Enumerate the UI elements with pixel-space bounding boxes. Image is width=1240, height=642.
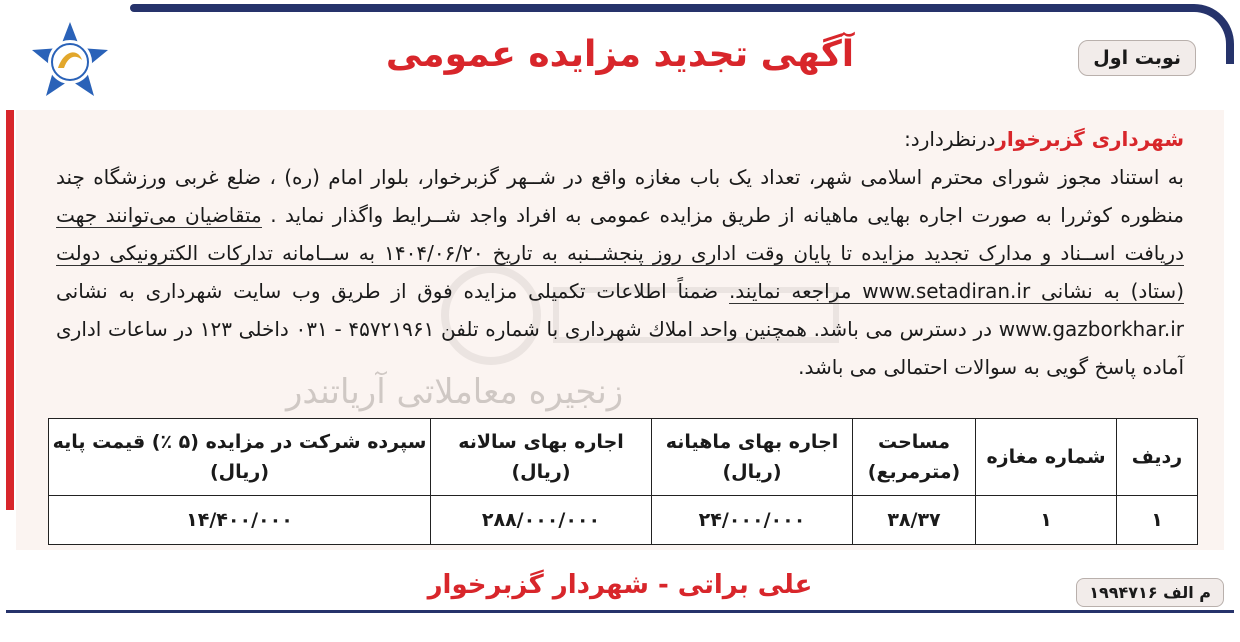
header-row-number: ردیف [1117,419,1198,496]
notice-text [56,120,1184,386]
paragraph-2: متقاضیان می‌توانند جهت دریافت اســناد و مدارک تجدید مزایده تا پایان وقت اداری روز پنجشــنبه به تاریخ ۱۴۰۴/۰۶/۲۰ به ســامانه تدارکات الکترونیکی دولت (ستاد) به نشانی www.setadiran.ir مراجعه نمایند. [56,203,1184,303]
header [0,14,1240,106]
frame-bottom-border [6,610,1234,613]
intro-text: درنظردارد: [904,127,996,151]
organization-name: شهرداری گزبرخوار [995,127,1184,151]
round-badge: نوبت اول [1078,40,1196,76]
cell-annual-rent: ۲۸۸/۰۰۰/۰۰۰ [431,496,652,545]
auction-table [48,418,1198,545]
notice-title: آگهی تجدید مزایده عمومی [385,34,855,75]
cell-monthly-rent: ۲۴/۰۰۰/۰۰۰ [652,496,853,545]
cell-deposit: ۱۴/۴۰۰/۰۰۰ [49,496,431,545]
signature: علی براتی - شهردار گزبرخوار [427,570,813,600]
paragraph-3: ضمناً اطلاعات تکمیلی مزایده فوق از طریق وب سایت شهرداری به نشانی www.gazborkhar.ir در دسترس می باشد. همچنین واحد املاك شهرداری با شماره تلفن ۴۵۷۲۱۹۶۱ - ۰۳۱ داخلی ۱۲۳ در ساعات اداری آماده پاسخ گویی به سوالات احتمالی می باشد. [56,279,1184,379]
publication-code: م الف ۱۹۹۴۷۱۶ [1076,578,1224,607]
frame-top-border [130,4,1190,12]
header-monthly-rent: اجاره بهای ماهیانه (ریال) [652,419,853,496]
header-deposit: سپرده شرکت در مزایده (۵ ٪) قیمت پایه (ریال) [49,419,431,496]
header-annual-rent: اجاره بهای سالانه (ریال) [431,419,652,496]
watermark-text: زنجیره معاملاتی آریاتندر [286,372,624,412]
frame-left-border [6,110,14,510]
cell-row-number: ۱ [1117,496,1198,545]
table-header-row [49,419,1198,496]
paragraph-1: به استناد مجوز شورای محترم اسلامی شهر، تعداد یک باب مغازه واقع در شــهر گزبرخوار، بلوار امام (ره) ، ضلع غربی ورزشگاه چند منظوره کوثررا به صورت اجاره بهایی ماهیانه از طریق مزایده عمومی به افراد واجد شــرایط واگذار نماید . [56,165,1184,227]
table-row [49,496,1198,545]
cell-area: ۳۸/۳۷ [853,496,976,545]
header-area: مساحت (مترمربع) [853,419,976,496]
header-shop-number: شماره مغازه [976,419,1117,496]
cell-shop-number: ۱ [976,496,1117,545]
